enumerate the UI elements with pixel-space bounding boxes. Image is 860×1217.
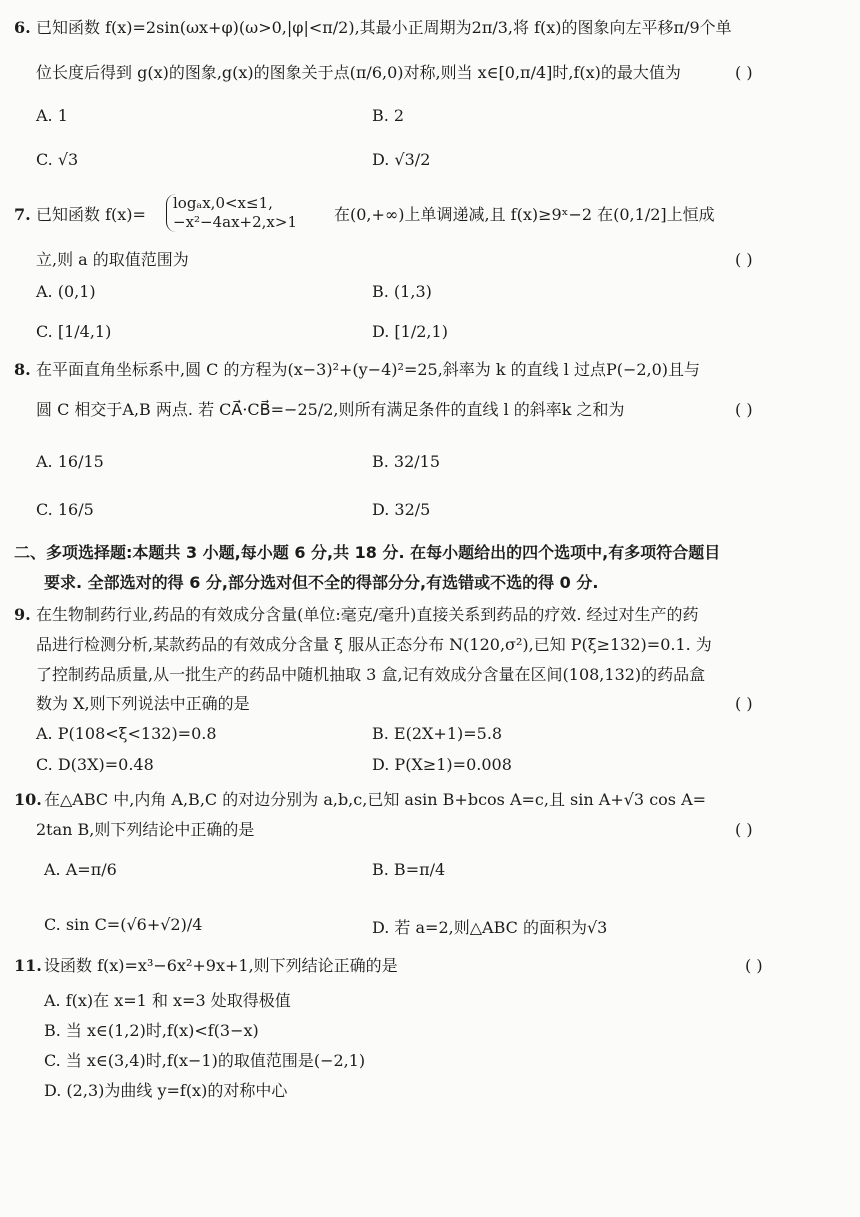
- answer-bracket: ( ): [735, 400, 753, 419]
- question-text: 在生物制药行业,药品的有效成分含量(单位:毫克/毫升)直接关系到药品的疗效. 经过对生产的药: [36, 605, 699, 624]
- question-text: 在△ABC 中,内角 A,B,C 的对边分别为 a,b,c,已知 asin B+bcos A=c,且 sin A+√3 cos A=: [44, 790, 707, 809]
- option-c: C. [1/4,1): [36, 322, 112, 341]
- question-number: 9.: [14, 605, 31, 624]
- question-text: 在平面直角坐标系中,圆 C 的方程为(x−3)²+(y−4)²=25,斜率为 k 的直线 l 过点P(−2,0)且与: [36, 360, 701, 379]
- question-text: 圆 C 相交于A,B 两点. 若 CA⃗·CB⃗=−25/2,则所有满足条件的直线 l 的斜率k 之和为: [36, 400, 625, 419]
- answer-bracket: ( ): [735, 63, 753, 82]
- question-number: 10.: [14, 790, 42, 809]
- option-a: A. (0,1): [36, 282, 96, 301]
- question-number: 7.: [14, 205, 31, 224]
- option-d: D. 32/5: [372, 500, 431, 519]
- question-text: 品进行检测分析,某款药品的有效成分含量 ξ 服从正态分布 N(120,σ²),已知 P(ξ≥132)=0.1. 为: [36, 635, 712, 654]
- option-a: A. f(x)在 x=1 和 x=3 处取得极值: [44, 991, 291, 1010]
- question-number: 11.: [14, 956, 42, 975]
- piecewise-case-2: −x²−4ax+2,x>1: [173, 213, 298, 231]
- section-title: 要求. 全部选对的得 6 分,部分选对但不全的得部分分,有选错或不选的得 0 分.: [44, 573, 599, 592]
- question-text: 数为 X,则下列说法中正确的是: [36, 694, 250, 713]
- option-d: D. √3/2: [372, 150, 431, 169]
- answer-bracket: ( ): [735, 820, 753, 839]
- answer-bracket: ( ): [745, 956, 763, 975]
- option-c: C. √3: [36, 150, 79, 169]
- question-text: 已知函数 f(x)=2sin(ωx+φ)(ω>0,|φ|<π/2),其最小正周期为2π/3,将 f(x)的图象向左平移π/9个单: [36, 18, 732, 37]
- option-d: D. [1/2,1): [372, 322, 448, 341]
- option-a: A. P(108<ξ<132)=0.8: [36, 724, 217, 743]
- question-text: 位长度后得到 g(x)的图象,g(x)的图象关于点(π/6,0)对称,则当 x∈[0,π/4]时,f(x)的最大值为: [36, 63, 681, 82]
- option-b: B. E(2X+1)=5.8: [372, 724, 503, 743]
- option-b: B. (1,3): [372, 282, 432, 301]
- answer-bracket: ( ): [735, 694, 753, 713]
- question-text: 在(0,+∞)上单调递减,且 f(x)≥9ˣ−2 在(0,1/2]上恒成: [334, 205, 715, 224]
- piecewise-brace: [166, 194, 297, 232]
- option-c: C. D(3X)=0.48: [36, 755, 154, 774]
- option-b: B. 2: [372, 106, 405, 125]
- question-text: 立,则 a 的取值范围为: [36, 250, 189, 269]
- option-c: C. 16/5: [36, 500, 94, 519]
- option-a: A. A=π/6: [44, 860, 117, 879]
- question-text: 已知函数 f(x)=: [36, 205, 146, 224]
- question-text: 2tan B,则下列结论中正确的是: [36, 820, 255, 839]
- option-d: D. P(X≥1)=0.008: [372, 755, 512, 774]
- option-a: A. 16/15: [36, 452, 104, 471]
- piecewise-case-1: logₐx,0<x≤1,: [173, 194, 273, 212]
- question-text: 了控制药品质量,从一批生产的药品中随机抽取 3 盒,记有效成分含量在区间(108,132)的药品盒: [36, 665, 706, 684]
- option-d: D. 若 a=2,则△ABC 的面积为√3: [372, 918, 608, 937]
- question-number: 8.: [14, 360, 31, 379]
- option-c: C. 当 x∈(3,4)时,f(x−1)的取值范围是(−2,1): [44, 1051, 366, 1070]
- option-b: B. 32/15: [372, 452, 441, 471]
- option-b: B. 当 x∈(1,2)时,f(x)<f(3−x): [44, 1021, 259, 1040]
- option-a: A. 1: [36, 106, 68, 125]
- option-d: D. (2,3)为曲线 y=f(x)的对称中心: [44, 1081, 288, 1100]
- option-c: C. sin C=(√6+√2)/4: [44, 915, 203, 934]
- option-b: B. B=π/4: [372, 860, 446, 879]
- section-title: 二、多项选择题:本题共 3 小题,每小题 6 分,共 18 分. 在每小题给出的四个选项中,有多项符合题目: [14, 543, 721, 562]
- question-text: 设函数 f(x)=x³−6x²+9x+1,则下列结论正确的是: [44, 956, 398, 975]
- question-number: 6.: [14, 18, 31, 37]
- answer-bracket: ( ): [735, 250, 753, 269]
